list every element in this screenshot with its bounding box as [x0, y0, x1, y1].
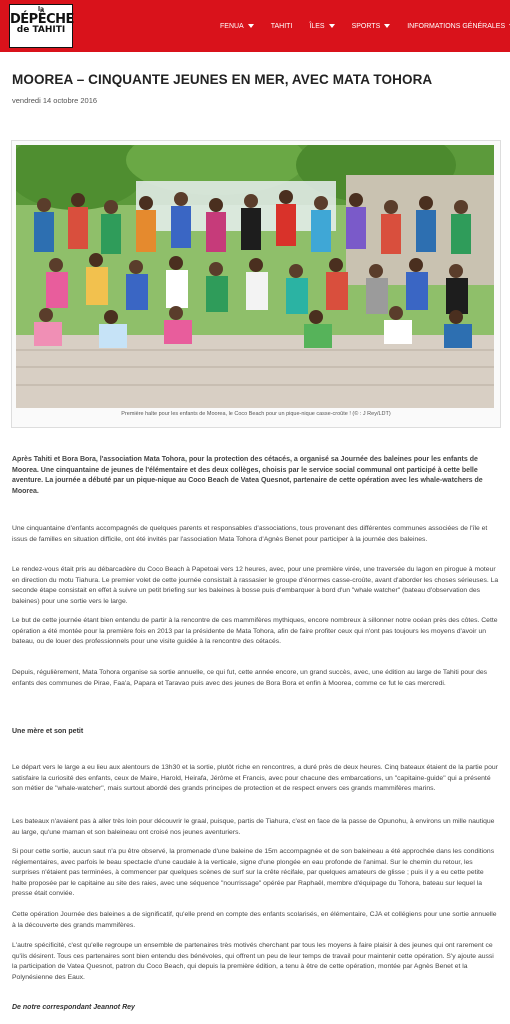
article-paragraph: Le but de cette journée étant bien entendu de partir à la rencontre de ces mammifères mythiques, encore nombreux à sillonner notre océan près des côtes. Cette opération a été montée pour la première fois en 2013 par la présidente de Mata Tohora, afin de faire profiter ceux qui n'ont pas toujours les moyens d'avoir un bateau, ou de louer des professionnels pour une visite guidée à la rencontre des cétacés.: [12, 617, 498, 646]
nav-item-label: ÎLES: [309, 22, 325, 30]
nav-item-label: TAHITI: [270, 22, 293, 30]
article-date: vendredi 14 octobre 2016: [12, 96, 98, 105]
photo-caption: Première halte pour les enfants de Moorea, le Coco Beach pour un pique-nique casse-croûte ! (© : J Rey/LDT): [121, 411, 391, 417]
logo-line-1: la: [37, 6, 45, 13]
nav-item-label: FENUA: [220, 22, 244, 30]
site-logo[interactable]: [9, 4, 73, 48]
nav-item-tahiti[interactable]: [271, 23, 293, 30]
logo-line-2: DÉPÊCHE: [10, 12, 74, 27]
article-paragraph: Une cinquantaine d'enfants accompagnés de quelques parents et responsables d'associations, tous provenant des différentes communes associées de l'île et issus de familles en situation difficile, ont été invités par l'association Mata Tohora d'Agnès Benet pour participer à la journée des baleines.: [12, 525, 488, 543]
article-paragraph: Le départ vers le large a eu lieu aux alentours de 13h30 et la sortie, plutôt riche en rencontres, a duré près de deux heures. Cinq bateaux étaient de la partie pour satisfaire la curiosité des enfants, ceux de Maire, Harold, Heirafa, Jérôme et Francis, avec pour chacune des embarcations, un "capitaine-guide" qui a présenté son métier de "whale-watcher", mais surtout abordé des grands principes de protection et de respect envers ces grands mammifères marins.: [12, 764, 498, 793]
article-title: MOOREA – CINQUANTE JEUNES EN MER, AVEC MATA TOHORA: [12, 72, 433, 87]
chevron-down-icon: [248, 24, 254, 28]
article-photo[interactable]: [16, 145, 494, 408]
article-paragraph: Depuis, régulièrement, Mata Tohora organise sa sortie annuelle, ce qui fut, cette année encore, un grand succès, avec, une édition au large de Tahiti pour des enfants des communes de Pirae, Faa'a, Papara et Taravao puis avec des jeunes de Bora Bora et enfin à Moorea, comme ce fut le cas mercredi.: [12, 669, 488, 687]
nav-item-label: INFORMATIONS GÉNÉRALES: [407, 22, 506, 30]
nav-item-label: SPORTS: [351, 22, 381, 30]
article-paragraph: Les bateaux n'avaient pas à aller très loin pour découvrir le graal, puisque, partis de Tiahura, c'est en face de la passe de Opunohu, à environs un mille nautique au large, qu'une maman et son baleineau ont croisé nos jeunes aventuriers.: [12, 818, 495, 836]
article-signature: De notre correspondant Jeannot Rey: [12, 1004, 135, 1011]
article-paragraph: Cette opération Journée des baleines a de significatif, qu'elle prend en compte des enfants scolarisés, en élémentaire, CJA et collégiens pour une sortie annuelle à la découverte des grands mammifères.: [12, 911, 497, 929]
article-paragraph: L'autre spécificité, c'est qu'elle regroupe un ensemble de partenaires très motivés cherchant par tous les moyens à faire plaisir à des jeunes qui ont rarement ce qu'ils désirent. Tous ces partenaires sont bien entendu des bénévoles, qui offrent un peu de leur temps de travail pour maintenir cette opération. S'y ajoute aussi la participation de Vatea Quesnot, patron du Coco Beach, qui depuis la première édition, a tenu à être de cette opération, montée par Agnès Benet et la Polynésienne des Eaux.: [12, 942, 494, 981]
nav-item-sports[interactable]: [352, 23, 391, 30]
chevron-down-icon: [384, 24, 390, 28]
chevron-down-icon: [329, 24, 335, 28]
logo-line-3: de TAHITI: [16, 25, 66, 35]
article-figure: [11, 140, 501, 428]
nav-item-informations-generales[interactable]: [407, 23, 510, 30]
article-paragraph: Le rendez-vous était pris au débarcadère du Coco Beach à Papetoai vers 12 heures, avec, pour une première virée, une traversée du lagon en pirogue à moteur en direction du motu Tiahura. Le premier volet de cette journée consistait à rassasier le groupe d'énormes casse-croûte, avant d'aborder les choses sérieuses. La seconde étape consistait en effet à suivre un petit briefing sur les baleines à bosse puis d'embarquer à bord d'un "whale watcher" (bateau d'observation des baleines) pour une sortie vers le large.: [12, 566, 499, 605]
article-subheading: Une mère et son petit: [12, 728, 84, 735]
main-nav: [220, 0, 510, 52]
article-paragraph: Si pour cette sortie, aucun saut n'a pu être observé, la promenade d'une baleine de 15m accompagnée et de son baleineau a été approchée dans les conditions réglementaires, avec parfois le beau spectacle d'une caudale à la verticale, signe d'une plongée en eau profonde de l'animal. Sur le chemin du retour, les surprises n'étaient pas terminées, à commencer par quelques scènes de surf sur la crête récifale, par quelques amateurs de glisse ; puis il y a eu cette petite halte proposée par le capitaine au site des raies, avec une séquence "nourrissage" opérée par Raphaël, membre d'équipage du Tohora, bateau sur lequel la presse était conviée.: [12, 848, 495, 898]
site-header: [0, 0, 510, 52]
nav-item-iles[interactable]: [309, 23, 334, 30]
nav-item-fenua[interactable]: [220, 23, 254, 30]
article-lead: Après Tahiti et Bora Bora, l'association Mata Tohora, pour la protection des cétacés, a organisé sa Journée des baleines pour les enfants de Moorea. Une cinquantaine de jeunes de l'élémentaire et des deux collèges, choisis par le service social communal ont participé à cette belle aventure. La journée a débuté par un pique-nique au Coco Beach de Vatea Quesnot, partenaire de cette opération avec les whale-watchers de Moorea.: [12, 456, 483, 495]
